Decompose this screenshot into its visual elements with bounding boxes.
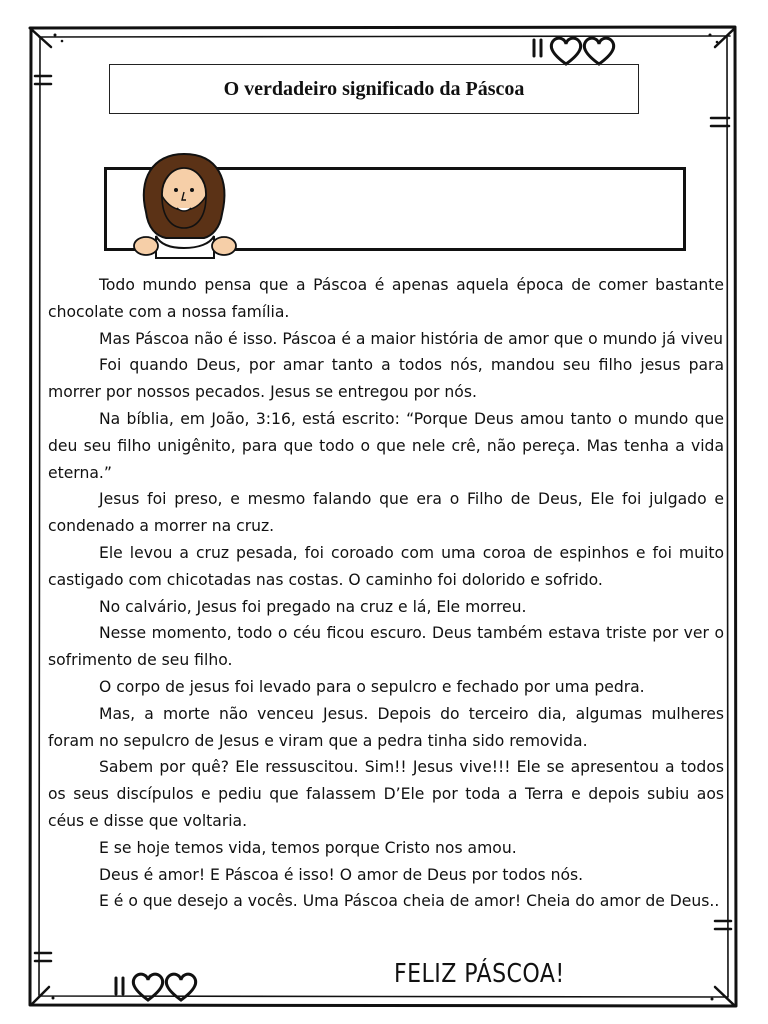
paragraph: Ele levou a cruz pesada, foi coroado com uma coroa de espinhos e foi muito castigado com chicotadas nas costas. O caminho foi dolorido e sofrido.	[48, 543, 724, 589]
paragraph: Mas, a morte não venceu Jesus. Depois do terceiro dia, algumas mulheres foram no sepulcro de Jesus e viram que a pedra tinha sido removida.	[48, 704, 724, 750]
paragraph: Foi quando Deus, por amar tanto a todos nós, mandou seu filho jesus para morrer por nossos pecados. Jesus se entregou por nós.	[48, 356, 724, 402]
title-box	[109, 64, 639, 114]
paragraph: Sabem por quê? Ele ressuscitou. Sim!! Jesus vive!!! Ele se apresentou a todos os seus discípulos e pediu que falassem D’Ele por toda a Terra e depois subiu aos céus e disse que voltaria.	[48, 758, 724, 830]
closing-greeting: FELIZ PÁSCOA!	[394, 959, 565, 989]
paragraph: Na bíblia, em João, 3:16, está escrito: “Porque Deus amou tanto o mundo que deu seu filho unigênito, para que todo o que nele crê, não pereça. Mas tenha a vida eterna.”	[48, 409, 724, 482]
paragraph: Nesse momento, todo o céu ficou escuro. Deus também estava triste por ver o sofrimento de seu filho.	[48, 624, 724, 670]
paragraph: Todo mundo pensa que a Páscoa é apenas aquela época de comer bastante chocolate com a nossa família.	[48, 276, 724, 321]
paragraph: No calvário, Jesus foi pregado na cruz e lá, Ele morreu.	[99, 597, 527, 616]
jesus-illustration	[130, 150, 240, 260]
paragraph: Deus é amor! E Páscoa é isso! O amor de Deus por todos nós.	[99, 865, 584, 884]
story-text	[48, 272, 724, 915]
heart-doodles-bottom-icon	[106, 966, 206, 1006]
page-title: O verdadeiro significado da Páscoa	[223, 77, 525, 100]
paragraph: E se hoje temos vida, temos porque Cristo nos amou.	[99, 838, 517, 857]
paragraph: E é o que desejo a vocês. Uma Páscoa cheia de amor! Cheia do amor de Deus..	[99, 892, 720, 911]
paragraph: Mas Páscoa não é isso. Páscoa é a maior história de amor que o mundo já viveu	[99, 329, 724, 348]
paragraph: O corpo de jesus foi levado para o sepulcro e fechado por uma pedra.	[99, 677, 645, 696]
paragraph: Jesus foi preso, e mesmo falando que era o Filho de Deus, Ele foi julgado e condenado a morrer na cruz.	[48, 490, 724, 536]
